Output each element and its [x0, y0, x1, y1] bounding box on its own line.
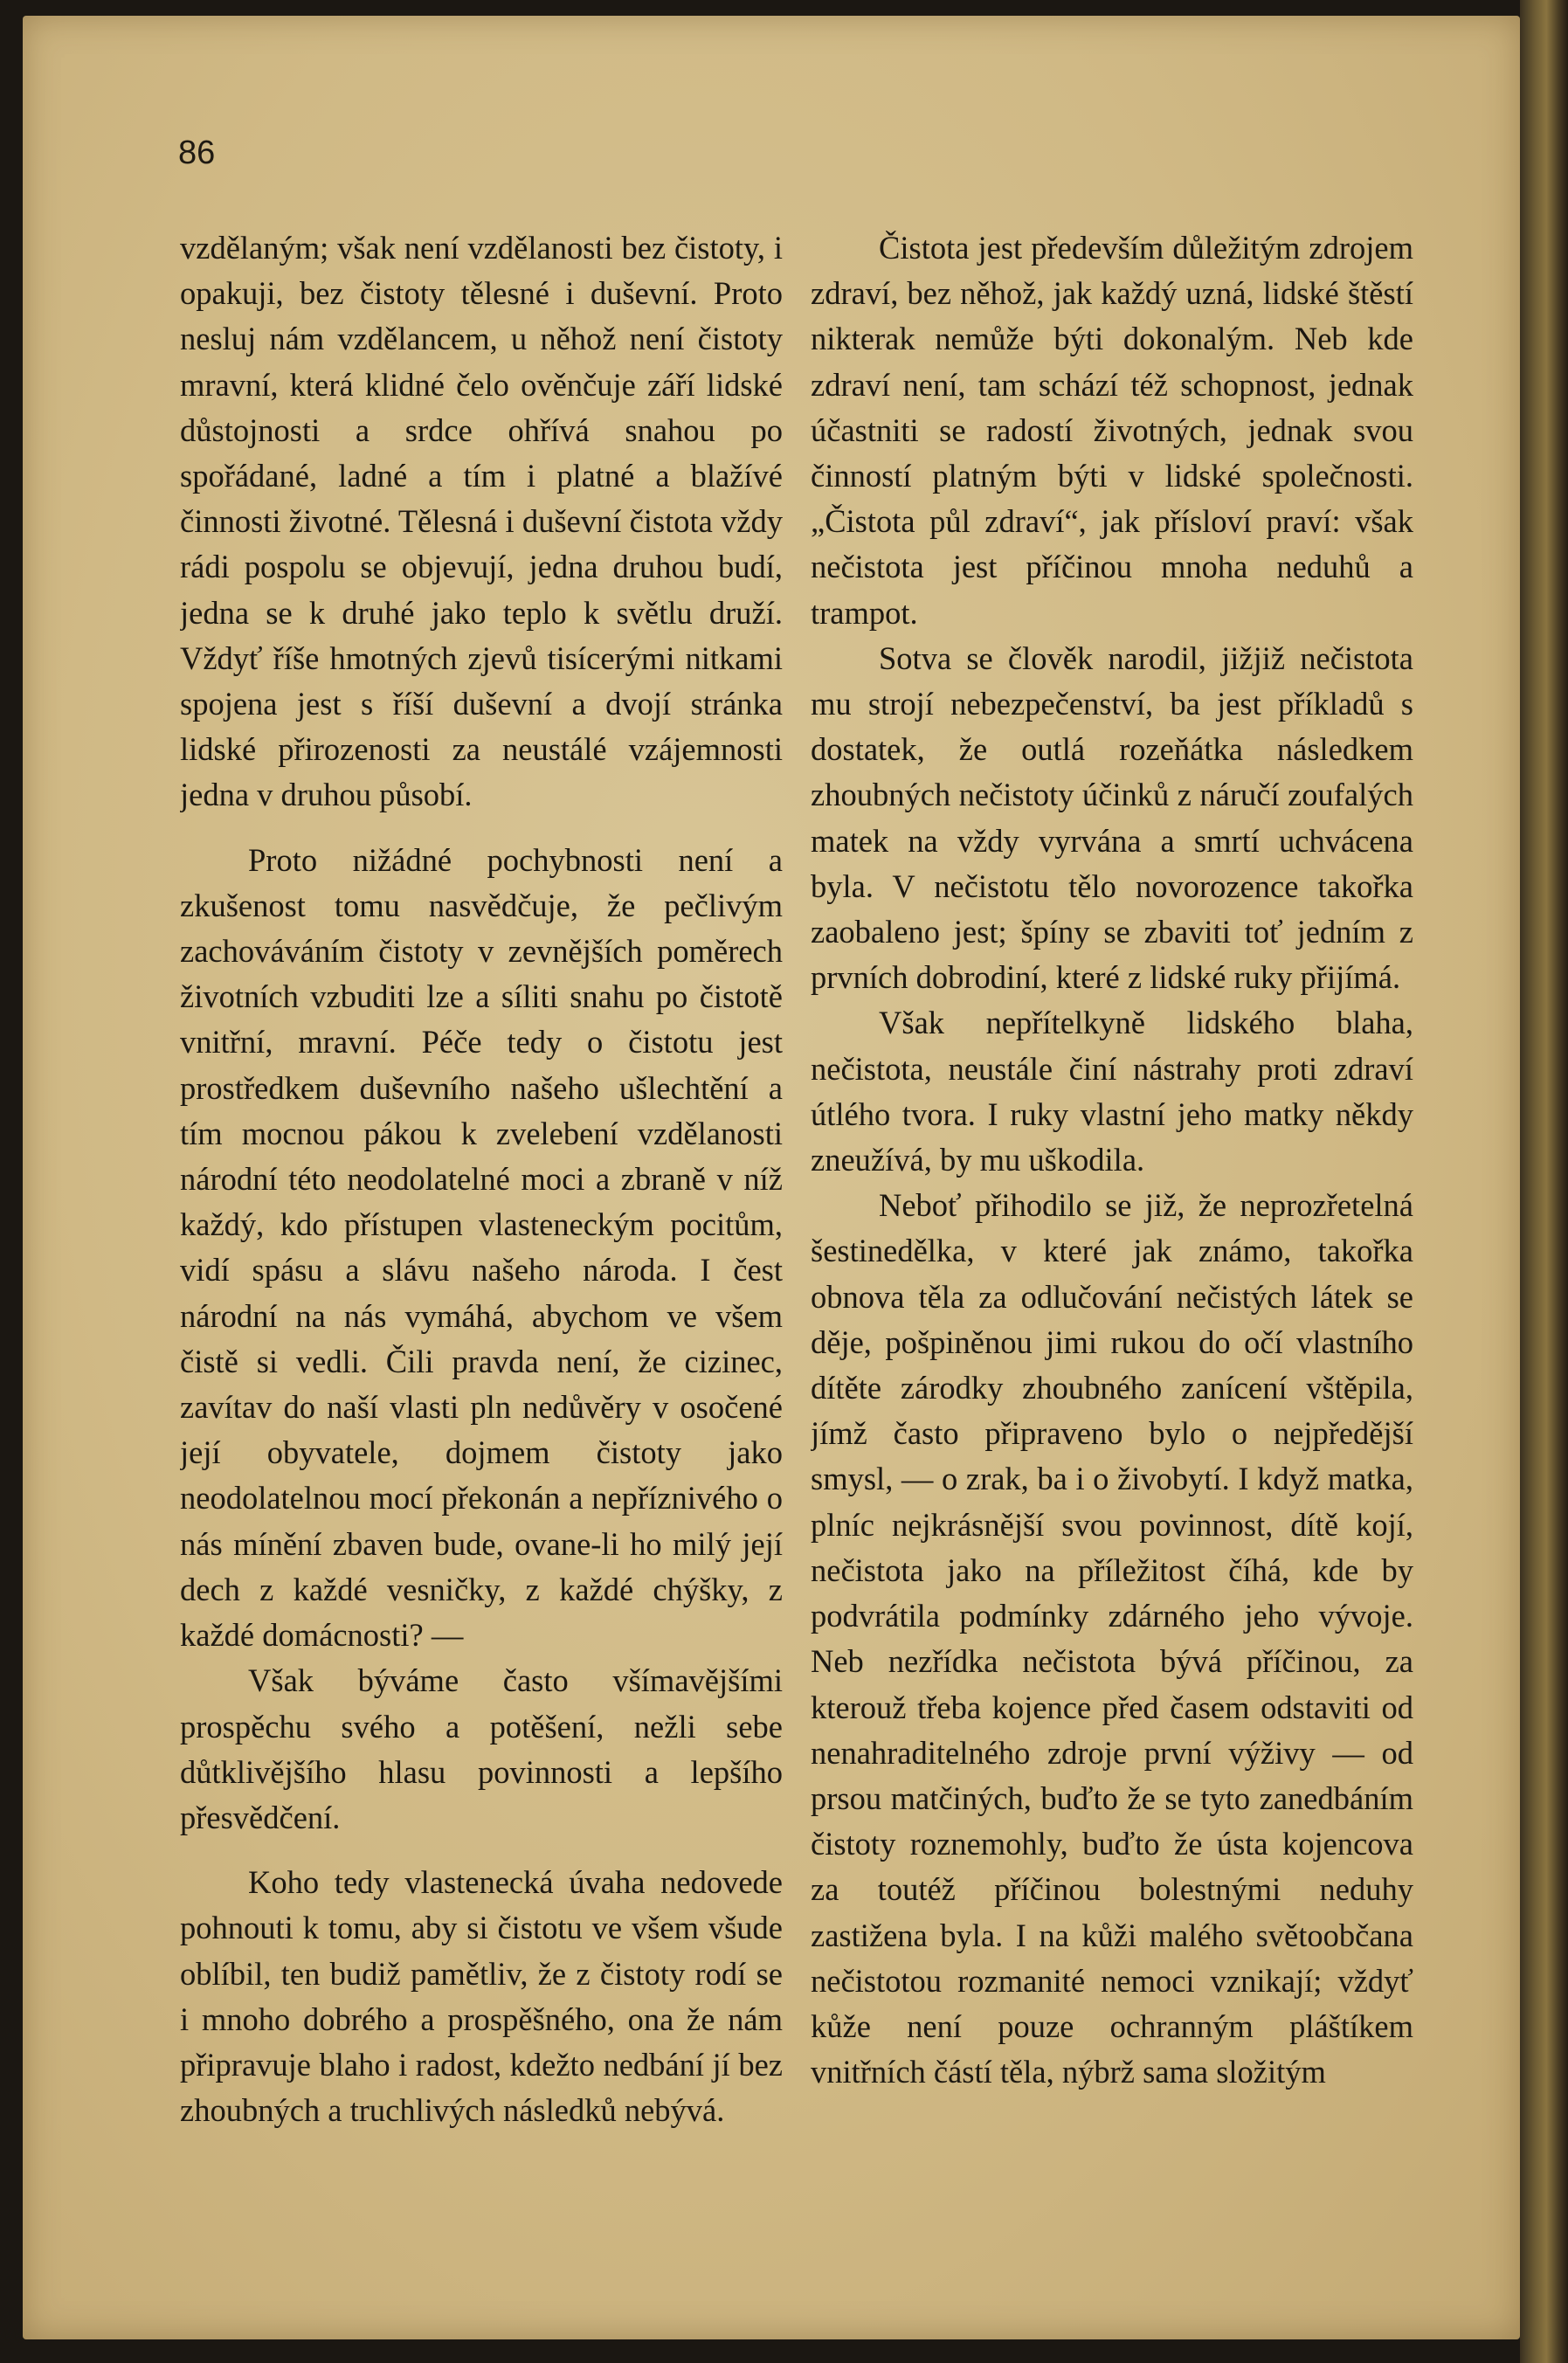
paragraph: Však nepřítelkyně lidského blaha, nečistota, neustále činí nástrahy proti zdraví útlého tvora. I ruky vlastní jeho matky někdy zneužívá, by mu uškodila. [811, 1005, 1413, 1178]
paragraph: Sotva se člověk narodil, jižjiž nečistota mu strojí nebezpečenství, ba jest příkladů s dostatek, že outlá rozeňátka následkem zhoubných nečistoty účinků z náručí zoufalých matek na vždy vyrvána a smrtí uchvácena byla. V nečistotu tělo novorozence takořka zaobaleno jest; špíny se zbaviti toť jedním z prvních dobrodiní, které z lidské ruky přijímá. [811, 639, 1413, 996]
paragraph: Proto nižádné pochybnosti není a zkušenost tomu nasvědčuje, že pečlivým zachováváním čistoty v zevnějších poměrech životních vzbuditi lze a síliti snahu po čistotě vnitřní, mravní. Péče tedy o čistotu jest prostředkem duševního našeho ušlechtění a tím mocnou pákou k zvelebení vzdělanosti národní této neodolatelné moci a zbraně v níž každý, kdo přístupen vlasteneckým pocitům, vidí spásu a slávu našeho národa. I čest národní na nás vymáhá, abychom ve všem čistě si vedli. Čili pravda není, že cizinec, zavítav do naší vlasti pln nedůvěry v osočené její obyvatele, dojmem čistoty jako neodolatelnou mocí překonán a nepříznivého o nás mínění zbaven bude, ovane-li ho milý její dech z každé vesničky, z každé chýšky, z každé domácnosti? — [180, 841, 783, 1654]
paper-page [23, 16, 1520, 2339]
paragraph: vzdělaným; však není vzdělanosti bez čistoty, i opakuji, bez čistoty tělesné i duševní. Proto nesluj nám vzdělancem, u něhož není čistoty mravní, která klidné čelo ověnčuje září lidské důstojnosti a srdce ohřívá snahou po spořádané, ladné a tím i platné a blažívé činnosti životné. Tělesná i duševní čistota vždy rádi pospolu se objevují, jedna druhou budí, jedna se k druhé jako teplo k světlu druží. Vždyť říše hmotných zjevů tisícerými nitkami spojena jest s říší duševní a dvojí stránka lidské přirozenosti za neustálé vzájemnosti jedna v druhou působí. [180, 230, 783, 813]
left-text-column [180, 225, 783, 2274]
right-text-column [811, 225, 1413, 2274]
paragraph: Však býváme často všímavějšími prospěchu svého a potěšení, nežli sebe důtklivějšího hlasu povinnosti a lepšího přesvědčení. [180, 1662, 783, 1835]
book-binding-edge [1520, 0, 1568, 2363]
paragraph: Koho tedy vlastenecká úvaha nedovede pohnouti k tomu, aby si čistotu ve všem všude oblíbil, ten budiž pamětliv, že z čistoty rodí se i mnoho dobrého a prospěšného, ona že nám připravuje blaho i radost, kdežto nedbání jí bez zhoubných a truchlivých následků nebývá. [180, 1864, 783, 2129]
page-number: 86 [178, 135, 216, 171]
paragraph: Neboť přihodilo se již, že neprozřetelná šestinedělka, v které jak známo, takořka obnova těla za odlučování nečistých látek se děje, pošpiněnou jimi rukou do očí vlastního dítěte zárodky zhoubného zanícení vštěpila, jímž často připraveno bylo o nejpředější smysl, — o zrak, ba i o živobytí. I když matka, plníc nejkrásnější svou povinnost, dítě kojí, nečistota jako na příležitost číhá, kde by podvrátila podmínky zdárného jeho vývoje. Neb nezřídka nečistota bývá příčinou, za kterouž třeba kojence před časem odstaviti od nenahraditelného zdroje první výživy — od prsou matčiných, buďto že se tyto zanedbáním čistoty roznemohly, buďto že ústa kojencova za toutéž příčinou bolestnými neduhy zastižena byla. I na kůži malého světoobčana nečistotou rozmanité nemoci vznikají; vždyť kůže není pouze ochranným pláštíkem vnitřních částí těla, nýbrž sama složitým [811, 1187, 1413, 2090]
paragraph: Čistota jest především důležitým zdrojem zdraví, bez něhož, jak každý uzná, lidské štěstí nikterak nemůže býti dokonalým. Neb kde zdraví není, tam schází též schopnost, jednak účastniti se radostí životných, jednak svou činností platným býti v lidské společnosti. „Čistota půl zdraví“, jak přísloví praví: však nečistota jest příčinou mnoha neduhů a trampot. [811, 230, 1413, 631]
